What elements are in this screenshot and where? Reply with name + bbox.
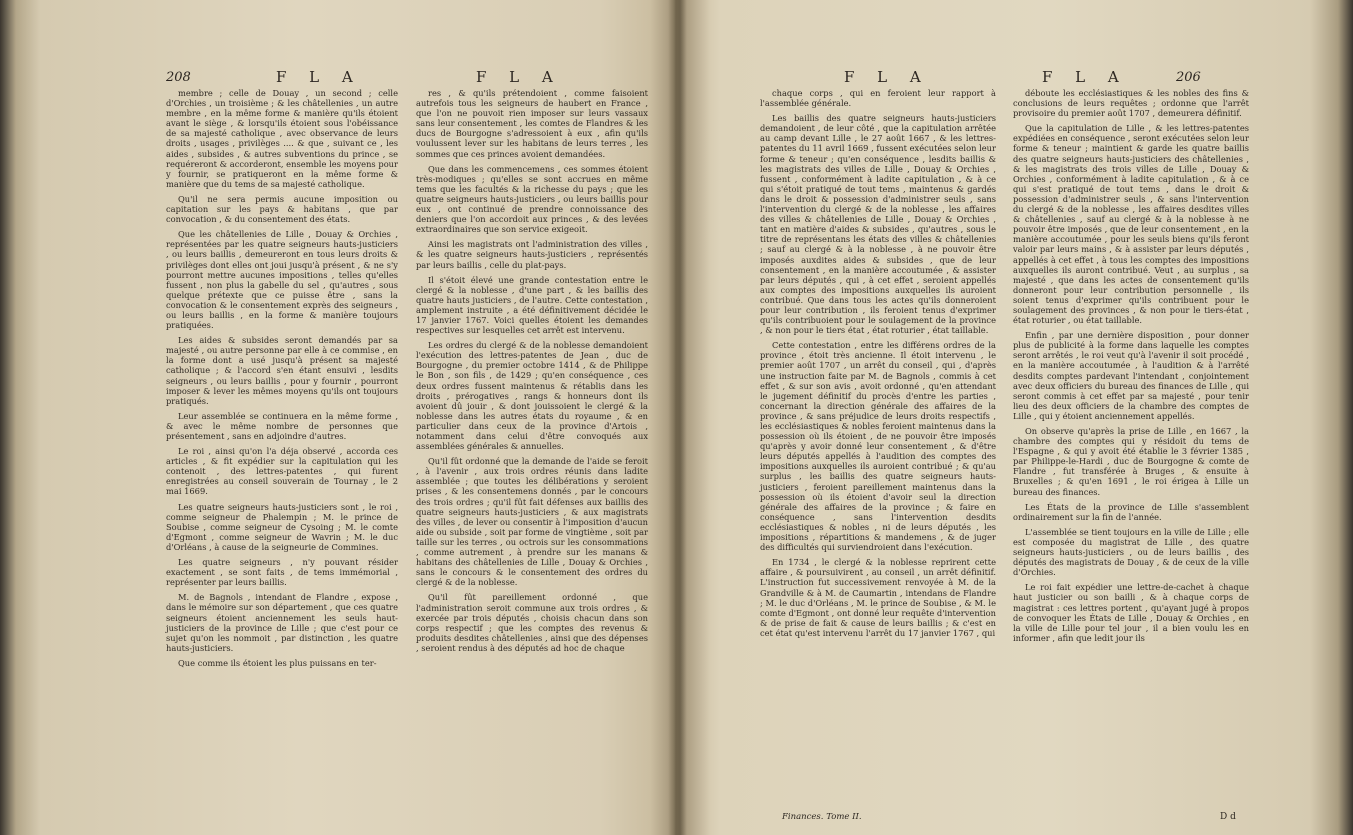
paragraph: chaque corps , qui en feroient leur rapport à l'assemblée générale.: [760, 88, 996, 109]
right-page-column-2: [1013, 88, 1249, 648]
paragraph: M. de Bagnols , intendant de Flandre , expose , dans le mémoire sur son département , que ces quatre seigneurs étoient anciennement les seuls haut-justiciers de la province de Lille ; que c'est pour ce sujet qu'on les nommoit , par distinction , les quatre hauts-justiciers.: [166, 592, 398, 653]
left-page-column-2: [416, 88, 648, 658]
paragraph: Les aides & subsides seront demandés par sa majesté , ou autre personne par elle à ce commise , en la forme dont a usé jusqu'à présent sa majesté catholique ; & l'accord s'en étant ensuivi , lesdits seigneurs , ou leurs baillis , pour y fournir , pourront imposer & lever les mêmes moyens qu'ils ont toujours pratiqués.: [166, 335, 398, 406]
running-head-right: F L A: [476, 68, 562, 86]
paragraph: déboute les ecclésiastiques & les nobles des fins & conclusions de leurs requêtes ; ordonne que l'arrêt provisoire du premier août 1707 , demeurera définitif.: [1013, 88, 1249, 119]
paragraph: Les quatre seigneurs , n'y pouvant résider exactement , se sont faits , de tems immémorial , représenter par leurs baillis.: [166, 557, 398, 588]
right-page: [676, 0, 1353, 835]
paragraph: L'assemblée se tient toujours en la ville de Lille ; elle est composée du magistrat de Lille , des quatre seigneurs hauts-justiciers , ou de leurs baillis , des députés des magistrats de Douay , & de ceux de la ville d'Orchies.: [1013, 526, 1249, 578]
paragraph: Leur assemblée se continuera en la même forme , & avec le même nombre de personnes que présentement , sans en adjoindre d'autres.: [166, 410, 398, 441]
paragraph: Les États de la province de Lille s'assemblent ordinairement sur la fin de l'année.: [1013, 501, 1249, 522]
right-page-column-1: [760, 88, 996, 643]
paragraph: Le roi , ainsi qu'on l'a déja observé , accorda ces articles , & fit expédier sur la capitulation qui les contenoit , des lettres-patentes , qui furent enregistrées au conseil souverain de Tournay , le 2 mai 1669.: [166, 446, 398, 497]
signature-mark: D d: [1220, 812, 1236, 822]
page-number: 206: [1176, 70, 1201, 85]
paragraph: Ainsi les magistrats ont l'administration des villes , & les quatre seigneurs hauts-justiciers , représentés par leurs baillis , celle du plat-pays.: [416, 239, 648, 270]
paragraph: res , & qu'ils prétendoient , comme faisoient autrefois tous les seigneurs de haubert en France , que l'on ne pouvoit rien imposer sur leurs vassaux sans leur consentement , les comtes de Flandres & les ducs de Bourgogne s'adressoient à eux , afin qu'ils voulussent lever sur les habitans de leurs terres , les sommes que ces princes avoient demandées.: [416, 88, 648, 159]
paragraph: Il s'étoit élevé une grande contestation entre le clergé & la noblesse , d'une part , & les baillis des quatre hauts justiciers , de l'autre. Cette contestation , amplement instruite , a été définitivement décidée le 17 janvier 1767. Voici quelles étoient les demandes respectives sur lesquelles cet arrêt est intervenu.: [416, 274, 648, 336]
paragraph: membre ; celle de Douay , un second ; celle d'Orchies , un troisième ; & les châtellenies , un autre membre , en la même forme & manière qu'ils étoient avant le siège , & lorsqu'ils étoient sous l'obéissance de sa majesté catholique , avec observance de leurs droits , usages , privilèges .... & que , suivant ce , les aides , subsides , & autres subventions du prince , se requéreront & accorderont, ensemble les moyens pour y fournir, se pratiqueront en la même forme & manière que du tems de sa majesté catholique.: [166, 88, 398, 189]
page-number: 208: [166, 70, 191, 85]
paragraph: Que la capitulation de Lille , & les lettres-patentes expédiées en conséquence , seront exécutées selon leur forme & teneur ; maintient & garde les quatre baillis des quatre seigneurs hauts-justiciers des châtellenies , & les magistrats des trois villes de Lille , Douay & Orchies , conformément à ladite capitulation , & à ce qui s'est pratiqué de tout tems , dans le droit & possession d'administrer seuls , & sans l'intervention du clergé & de la noblesse , les affaires desdites villes & châtellenies , sauf au clergé & à la noblesse à ne pouvoir être imposés , que de leur consentement , en la manière accoutumée , pour les seuls biens qu'ils feront valoir par leurs mains , & à assister par leurs députés , appellés à cet effet , à tous les comptes des impositions auxquelles ils auront contribué. Veut , au surplus , sa majesté , que dans les actes de consentement qu'ils donneront pour leur contribution personnelle , ils soient tenus d'exprimer qu'ils contribuent pour le soulagement des provinces , & non pour le tiers-état , état roturier , ou état taillable.: [1013, 123, 1249, 326]
left-page-column-1: [166, 88, 398, 673]
footer-volume: Finances. Tome II.: [782, 812, 862, 822]
running-head-left: F L A: [276, 68, 362, 86]
paragraph: Les ordres du clergé & de la noblesse demandoient l'exécution des lettres-patentes de Jean , duc de Bourgogne , du premier octobre 1414 , & de Philippe le Bon , son fils , de 1429 ; qu'en conséquence , ces deux ordres fussent maintenus & rétablis dans les droits , prérogatives , rangs & honneurs dont ils avoient dû jouir , & dont jouissoient le clergé & la noblesse dans les autres états du royaume , & en particulier dans ceux de la province d'Artois , notamment dans celui d'être convoqués aux assemblées générales & annuelles.: [416, 340, 648, 452]
paragraph: En 1734 , le clergé & la noblesse reprirent cette affaire , & poursuivirent , au conseil , un arrêt définitif. L'instruction fut successivement renvoyée à M. de la Grandville & à M. de Caumartin , intendans de Flandre ; M. le duc d'Orléans , M. le prince de Soubise , & M. le comte d'Egmont , ont donné leur requête d'intervention & de prise de fait & cause de leurs baillis ; & c'est en cet état qu'est intervenu l'arrêt du 17 janvier 1767 , qui: [760, 557, 996, 638]
running-head-left: F L A: [844, 68, 930, 86]
paragraph: Le roi fait expédier une lettre-de-cachet à chaque haut justicier ou son bailli , & à chaque corps de magistrat : ces lettres portent , qu'ayant jugé à propos de convoquer les États de Lille , Douay & Orchies , en la ville de Lille pour tel jour , il a bien voulu les en informer , afin que ledit jour ils: [1013, 582, 1249, 643]
running-head-right: F L A: [1042, 68, 1128, 86]
paragraph: Qu'il fût ordonné que la demande de l'aide se feroit , à l'avenir , aux trois ordres réunis dans ladite assemblée ; que toutes les délibérations y seroient prises , & les consentemens donnés , par le concours des trois ordres ; qu'il fût fait défenses aux baillis des quatre seigneurs hauts-justiciers , & aux magistrats des villes , de lever ou consentir à l'imposition d'aucun aide ou subside , soit par forme de vingtième , soit par taille sur les terres , ou octrois sur les consommations , comme autrement , à prendre sur les manans & habitans des châtellenies de Lille , Douay & Orchies , sans le concours & le consentement des ordres du clergé & de la noblesse.: [416, 456, 648, 588]
left-page: [0, 0, 676, 835]
paragraph: Les quatre seigneurs hauts-justiciers sont , le roi , comme seigneur de Phalempin ; M. le prince de Soubise , comme seigneur de Cysoing ; M. le comte d'Egmont , comme seigneur de Wavrin ; M. le duc d'Orléans , à cause de la seigneurie de Commines.: [166, 501, 398, 552]
paragraph: Enfin , par une dernière disposition , pour donner plus de publicité à la forme dans laquelle les comptes seront arrêtés , le roi veut qu'à l'avenir il soit procédé , en la manière accoutumée , à l'audition & à l'arrêté desdits comptes pardevant l'intendant , conjointement avec deux officiers du bureau des finances de Lille , qui seront commis à cet effet par sa majesté , pour tenir lieu des deux officiers de la chambre des comptes de Lille , qui y étoient anciennement appellés.: [1013, 330, 1249, 421]
paragraph: Qu'il fût pareillement ordonné , que l'administration seroit commune aux trois ordres , & exercée par trois députés , choisis chacun dans son corps respectif ; que les comptes des revenus & produits desdites châtellenies , ainsi que des dépenses , seroient rendus à des députés ad hoc de chaque: [416, 592, 648, 653]
paragraph: Que dans les commencemens , ces sommes étoient très-modiques ; qu'elles se sont accrues en même tems que les facultés & la richesse du pays ; que les quatre seigneurs hauts-justiciers , ou leurs baillis pour eux , ont continué de prendre connoissance des deniers que l'on accordoit aux princes , & des levées extraordinaires que son service exigeoit.: [416, 163, 648, 235]
paragraph: Cette contestation , entre les différens ordres de la province , étoit très ancienne. Il étoit intervenu , le premier août 1707 , un arrêt du conseil , qui , d'après une instruction faite par M. de Bagnols , commis à cet effet , & sur son avis , avoit ordonné , qu'en attendant le jugement définitif du procès d'entre les parties , concernant la direction générale des affaires de la province , & sans préjudice de leurs droits respectifs , les ecclésiastiques & nobles feroient maintenus dans la possession où ils étoient , de ne pouvoir être imposés qu'après y avoir donné leur consentement , & d'être leurs députés appellés à l'audition des comptes des impositions auxquelles ils auroient contribué ; & qu'au surplus , les baillis des quatre seigneurs hauts-justiciers , feroient pareillement maintenus dans la possession où ils étoient d'avoir seul la direction générale des affaires de la province ; & faire en conséquence , sans l'intervention desdits ecclésiastiques & nobles , ni de leurs députés , les impositions , répartitions & mandemens , & de juger des difficultés qui surviendroient dans l'exécution.: [760, 340, 996, 553]
paragraph: On observe qu'après la prise de Lille , en 1667 , la chambre des comptes qui y résidoit du tems de l'Espagne , & qui y avoit été établie le 3 février 1385 , par Philippe-le-Hardi , duc de Bourgogne & comte de Flandre , fut transférée à Bruges , & ensuite à Bruxelles ; & qu'en 1691 , le roi érigea à Lille un bureau des finances.: [1013, 426, 1249, 497]
paragraph: Que les châtellenies de Lille , Douay & Orchies , représentées par les quatre seigneurs hauts-justiciers , ou leurs baillis , demeureront en tous leurs droits & privilèges dont elles ont joui jusqu'à présent , & ne s'y pourront mettre aucunes impositions , telles qu'elles fussent , non plus la gabelle du sel , qu'autres , sous quelque prétexte que ce puisse être , sans la convocation & le consentement exprès des seigneurs , ou leurs baillis , en la forme & manière toujours pratiquées.: [166, 229, 398, 331]
paragraph: Les baillis des quatre seigneurs hauts-justiciers demandoient , de leur côté , que la capitulation arrêtée au camp devant Lille , le 27 août 1667 , & les lettres-patentes du 11 avril 1669 , fussent exécutées selon leur forme & teneur ; qu'en conséquence , lesdits baillis & les magistrats des villes de Lille , Douay & Orchies , fussent , conformément à ladite capitulation , & à ce qui s'étoit pratiqué de tout tems , maintenus & gardés dans le droit & possession d'administrer seuls , sans l'intervention du clergé & de la noblesse , les affaires des villes & châtellenies de Lille , Douay & Orchies , tant en matière d'aides & subsides , qu'autres , sous le titre de représentans les états des villes & châtellenies ; sauf au clergé & à la noblesse , à ne pouvoir être imposés auxdites aides & subsides , que de leur consentement , en la manière accoutumée , & assister par leurs députés , qui , à cet effet , seroient appellés aux comptes des impositions auxquelles ils auroient contribué. Que dans tous les actes qu'ils donneroient pour leur contribution , ils feroient tenus d'exprimer qu'ils contribuoient pour le soulagement de la province , & non pour le tiers état , état roturier , état taillable.: [760, 113, 996, 336]
paragraph: Qu'il ne sera permis aucune imposition ou capitation sur les pays & habitans , que par convocation , & du consentement des états.: [166, 193, 398, 225]
paragraph: Que comme ils étoient les plus puissans en ter-: [178, 657, 377, 668]
